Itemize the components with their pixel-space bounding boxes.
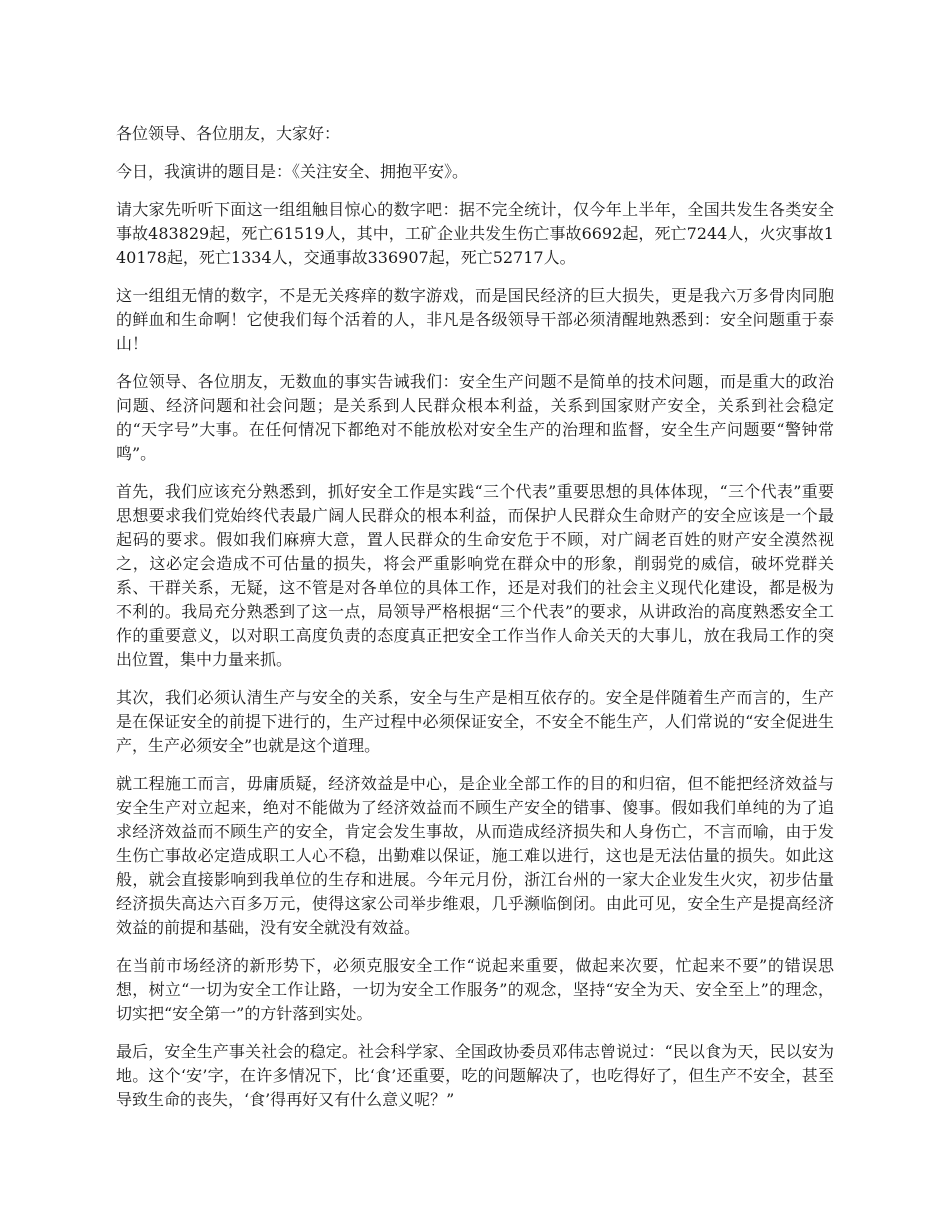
paragraph-safety-importance: 各位领导、各位朋友，无数血的事实告诫我们：安全生产问题不是简单的技术问题，而是重大的政治问题、经济问题和社会问题；是关系到人民群众根本利益，关系到国家财产安全，关系到社会稳定的“天字号”大事。在任何情况下都绝对不能放松对安全生产的治理和监督，安全生产问题要“警钟常鸣”。	[116, 372, 834, 463]
paragraph-final-point: 最后，安全生产事关社会的稳定。社会科学家、全国政协委员邓伟志曾说过：“民以食为天，民以安为地。这个‘安’字，在许多情况下，比‘食’还重要，吃的问题解决了，也吃得好了，但生产不安全，甚至导致生命的丧失，‘食’得再好又有什么意义呢？”	[116, 1042, 834, 1109]
paragraph-statistics: 请大家先听听下面这一组组触目惊心的数字吧：据不完全统计，仅今年上半年，全国共发生各类安全事故483829起，死亡61519人，其中，工矿企业共发生伤亡事故6692起，死亡7244人，火灾事故140178起，死亡1334人，交通事故336907起，死亡52717人。	[116, 200, 834, 267]
paragraph-second-point: 其次，我们必须认清生产与安全的关系，安全与生产是相互依存的。安全是伴随着生产而言的，生产是在保证安全的前提下进行的，生产过程中必须保证安全，不安全不能生产，人们常说的“安全促进生产，生产必须安全”也就是这个道理。	[116, 688, 834, 755]
paragraph-topic: 今日，我演讲的题目是：《关注安全、拥抱平安》。	[116, 162, 469, 181]
paragraph-greeting: 各位领导、各位朋友，大家好：	[116, 124, 341, 143]
paragraph-numbers-meaning: 这一组组无情的数字，不是无关疼痒的数字游戏，而是国民经济的巨大损失，更是我六万多骨肉同胞的鲜血和生命啊！它使我们每个活着的人，非凡是各级领导干部必须清醒地熟悉到：安全问题重于泰山！	[116, 286, 834, 353]
document-body	[116, 122, 834, 1126]
paragraph-construction: 就工程施工而言，毋庸质疑，经济效益是中心，是企业全部工作的目的和归宿，但不能把经济效益与安全生产对立起来，绝对不能做为了经济效益而不顾生产安全的错事、傻事。假如我们单纯的为了追求经济效益而不顾生产的安全，肯定会发生事故，从而造成经济损失和人身伤亡，不言而喻，由于发生伤亡事故必定造成职工人心不稳，出勤难以保证，施工难以进行，这也是无法估量的损失。如此这般，就会直接影响到我单位的生存和进展。今年元月份，浙江台州的一家大企业发生火灾，初步估量经济损失高达六百多万元，使得这家公司举步维艰，几乎濒临倒闭。由此可见，安全生产是提高经济效益的前提和基础，没有安全就没有效益。	[116, 774, 834, 937]
paragraph-market-economy: 在当前市场经济的新形势下，必须克服安全工作“说起来重要，做起来次要，忙起来不要”的错误思想，树立“一切为安全工作让路，一切为安全工作服务”的观念，坚持“安全为天、安全至上”的理念，切实把“安全第一”的方针落到实处。	[116, 956, 834, 1023]
paragraph-first-point: 首先，我们应该充分熟悉到，抓好安全工作是实践“三个代表”重要思想的具体体现，“三个代表”重要思想要求我们党始终代表最广阔人民群众的根本利益，而保护人民群众生命财产的安全应该是一个最起码的要求。假如我们麻痹大意，置人民群众的生命安危于不顾，对广阔老百姓的财产安全漠然视之，这必定会造成不可估量的损失，将会严重影响党在群众中的形象，削弱党的威信，破坏党群关系、干群关系，无疑，这不管是对各单位的具体工作，还是对我们的社会主义现代化建设，都是极为不利的。我局充分熟悉到了这一点，局领导严格根据“三个代表”的要求，从讲政治的高度熟悉安全工作的重要意义，以对职工高度负责的态度真正把安全工作当作人命关天的大事儿，放在我局工作的突出位置，集中力量来抓。	[116, 482, 834, 669]
